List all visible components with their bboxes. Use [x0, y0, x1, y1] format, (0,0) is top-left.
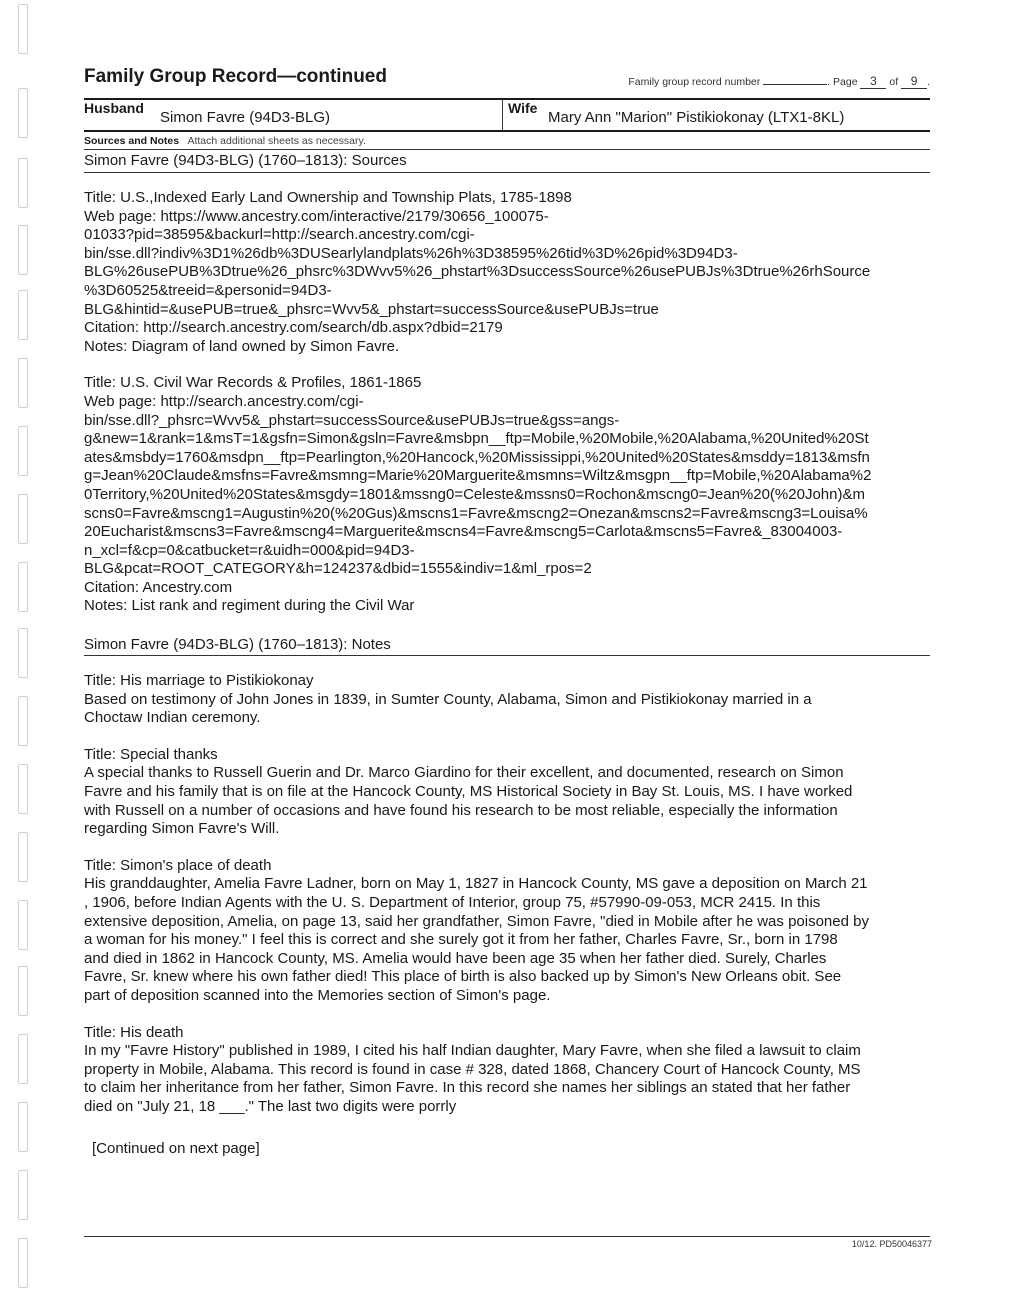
sources-notes-instruction: Attach additional sheets as necessary.: [187, 135, 366, 147]
source-entry: [84, 374, 930, 616]
note-entry-line: property in Mobile, Alabama. This record is found in case # 328, dated 1868, Chancery Court of Hancock County, MS: [84, 1060, 861, 1078]
source-entry-line: ates&msbdy=1760&msdpn__ftp=Pearlington,%20Hancock,%20Mississippi,%20United%20States&msddy=1813&msfn: [84, 448, 870, 466]
record-number-blank: [763, 84, 827, 85]
of-label: of: [889, 76, 899, 88]
note-entry-line: Favre and his family that is on file at the Hancock County, MS Historical Society in Bay St. Louis, MS. I have worked: [84, 782, 853, 800]
source-entry-line: 01033?pid=38595&backurl=http://search.ancestry.com/cgi-: [84, 226, 475, 244]
note-entry-line: and died in 1862 in Hancock County, MS. Amelia would have been age 35 when her father died. Surely, Charles: [84, 949, 827, 967]
note-entry-title: Title: His marriage to Pistikiokonay: [84, 672, 314, 689]
note-entry-line: Favre, Sr. knew where his own father died! This place of birth is also backed up by Simon's New Orleans obit. See: [84, 968, 842, 986]
source-entry-line: BLG&hintid=&usePUB=true&_phsrc=Wvv5&_phstart=successSource&usePUBJs=true: [84, 300, 659, 318]
source-entry-line: g&new=1&rank=1&msT=1&gsfn=Simon&gsln=Favre&msbpn__ftp=Mobile,%20Mobile,%20Alabama,%20United%20St: [84, 430, 869, 448]
note-entry-title: Title: Special thanks: [84, 745, 218, 763]
page-label: Page: [833, 76, 858, 88]
note-entry-line: , 1906, before Indian Agents with the U. S. Department of Interior, group 75, #57990-09-053, MCR 2415. In this: [84, 893, 821, 911]
notes-section-title: Simon Favre (94D3-BLG) (1760–1813): Notes: [84, 636, 391, 653]
sources-rule: [84, 149, 930, 150]
note-entry-line: regarding Simon Favre's Will.: [84, 820, 280, 838]
spouse-divider: [502, 100, 503, 130]
source-entry-line: BLG%26usePUB%3Dtrue%26_phsrc%3DWvv5%26_phstart%3DsuccessSource%26usePUBJs%3Dtrue%26rhSource: [84, 263, 871, 281]
sources-notes-header: [84, 135, 366, 147]
sources-list: [84, 189, 930, 616]
note-entry: [84, 746, 930, 839]
source-entry-line: Notes: Diagram of land owned by Simon Favre.: [84, 337, 400, 355]
source-entry-line: g=Jean%20Claude&msfns=Favre&msmng=Marie%20Marguerite&msmns=Wiltz&msgpn__ftp=Mobile,%20Alabama%2: [84, 467, 872, 485]
page-total: 9: [901, 74, 927, 89]
source-entry: [84, 189, 930, 356]
record-number-label: Family group record number: [628, 76, 761, 88]
note-entry-line: Choctaw Indian ceremony.: [84, 709, 261, 727]
source-entry-line: %3D60525&treeid=&personid=94D3-: [84, 281, 332, 299]
spouse-rule: [84, 130, 930, 132]
husband-label: Husband: [84, 100, 144, 116]
source-entry-line: bin/sse.dll?indiv%3D1%26db%3DUSearlylandplats%26h%3D38595%26tid%3D%26pid%3D94D3-: [84, 244, 738, 262]
continued-note: [Continued on next page]: [92, 1140, 260, 1157]
sources-title-rule: [84, 172, 930, 173]
note-entry-line: His granddaughter, Amelia Favre Ladner, born on May 1, 1827 in Hancock County, MS gave a deposition on March 21: [84, 875, 868, 893]
source-entry-line: Citation: Ancestry.com: [84, 578, 233, 596]
source-entry-line: Citation: http://search.ancestry.com/search/db.aspx?dbid=2179: [84, 319, 503, 337]
note-entry: [84, 857, 930, 1006]
source-entry-line: 0Territory,%20United%20States&msgdy=1801&mssng0=Celeste&mssns0=Rochon&mscng0=Jean%20(%20John)&m: [84, 485, 865, 503]
spouse-row: [84, 100, 930, 130]
note-entry-line: to claim her inheritance from her father, Simon Favre. In this record she names her siblings an stated that her father: [84, 1079, 851, 1097]
note-entry-title: Title: Simon's place of death: [84, 856, 272, 874]
wife-label: Wife: [508, 100, 538, 116]
sources-notes-label: Sources and Notes: [84, 135, 180, 147]
notes-title-rule: [84, 655, 930, 656]
source-entry-line: Web page: http://search.ancestry.com/cgi-: [84, 392, 364, 410]
source-entry-line: n_xcl=f&cp=0&catbucket=r&uidh=000&pid=94D3-: [84, 541, 415, 559]
sources-section-title: Simon Favre (94D3-BLG) (1760–1813): Sources: [84, 152, 407, 169]
note-entry-line: a woman for his money." I feel this is correct and she surely got it from her father, Charles Favre, Sr., born in 1798: [84, 931, 838, 949]
page-title: Family Group Record—continued: [84, 66, 387, 87]
note-entry-line: part of deposition scanned into the Memories section of Simon's page.: [84, 986, 551, 1004]
note-entry-line: Based on testimony of John Jones in 1839, in Sumter County, Alabama, Simon and Pistikiokonay married in a: [84, 690, 812, 708]
notes-list: [84, 672, 930, 1116]
source-entry-line: scns0=Favre&mscng1=Augustin%20(%20Gus)&mscns1=Favre&mscng2=Onezan&mscns2=Favre&mscng3=Louisa%: [84, 504, 868, 522]
note-entry: [84, 1024, 930, 1117]
footer-rule: [84, 1236, 930, 1237]
husband-name: Simon Favre (94D3-BLG): [160, 109, 331, 126]
page-number: 3: [860, 74, 886, 89]
wife-name: Mary Ann "Marion" Pistikiokonay (LTX1-8KL): [548, 109, 845, 126]
note-entry-line: In my "Favre History" published in 1989, I cited his half Indian daughter, Mary Favre, when she filed a lawsuit to claim: [84, 1042, 861, 1060]
source-entry-line: BLG&pcat=ROOT_CATEGORY&h=124237&dbid=1555&indiv=1&ml_rpos=2: [84, 560, 592, 578]
note-entry-line: with Russell on a number of occasions and have found his research to be most reliable, especially the information: [84, 801, 838, 819]
note-entry-line: A special thanks to Russell Guerin and Dr. Marco Giardino for their excellent, and documented, research on Simon: [84, 764, 844, 782]
source-entry-line: Web page: https://www.ancestry.com/interactive/2179/30656_100075-: [84, 207, 549, 225]
source-entry-line: bin/sse.dll?_phsrc=Wvv5&_phstart=successSource&usePUBJs=true&gss=angs-: [84, 411, 620, 429]
source-entry-line: Notes: List rank and regiment during the Civil War: [84, 597, 415, 615]
note-entry-title: Title: His death: [84, 1023, 184, 1041]
source-entry-title: Title: U.S.,Indexed Early Land Ownership and Township Plats, 1785-1898: [84, 189, 572, 206]
source-entry-line: 20Eucharist&mscns3=Favre&mscng4=Marguerite&mscns4=Favre&mscng5=Carlota&mscns5=Favre&_83004003-: [84, 523, 843, 541]
page-meta: Family group record number . Page 3 of 9 .: [628, 74, 930, 88]
note-entry-line: extensive deposition, Amelia, on page 13, said her grandfather, Simon Favre, "died in Mobile after he was poisoned by: [84, 912, 869, 930]
note-entry: [84, 672, 930, 728]
form-code: 10/12. PD50046377: [851, 1239, 932, 1249]
note-entry-line: died on "July 21, 18 ___." The last two digits were porrly: [84, 1097, 457, 1115]
source-entry-title: Title: U.S. Civil War Records & Profiles, 1861-1865: [84, 374, 422, 392]
binder-margin: [14, 0, 36, 1315]
page-header: [84, 66, 930, 96]
